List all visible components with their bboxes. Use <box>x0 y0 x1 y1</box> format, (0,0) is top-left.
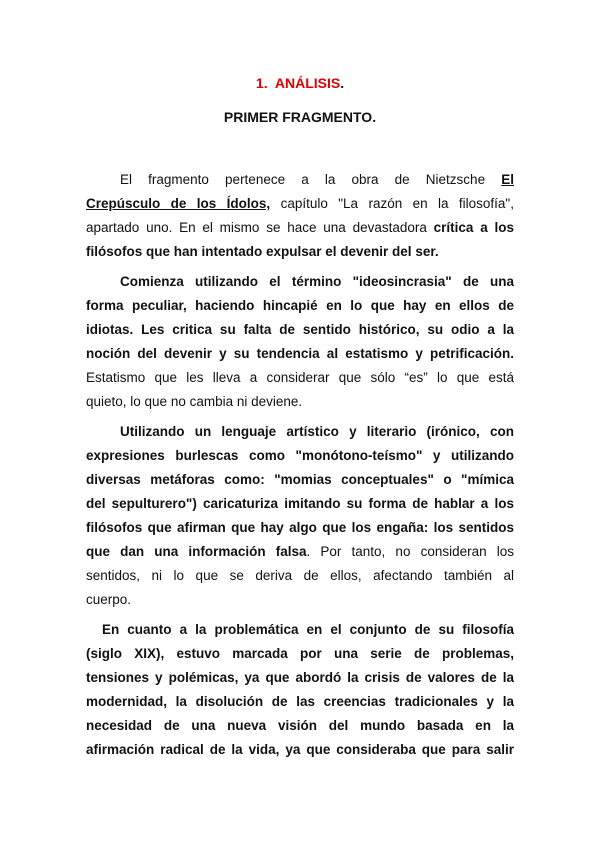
paragraph-2-line-4: noción del devenir y su tendencia al estatismo y petrificación. <box>86 346 514 361</box>
paragraph-2-line-3: idiotas. Les critica su falta de sentido histórico, su odio a la <box>86 322 514 337</box>
section-title-period: . <box>340 75 345 91</box>
paragraph-3-line-8: cuerpo. <box>86 592 132 607</box>
section-number: 1. <box>255 75 268 91</box>
paragraph-3-line-4: del sepulturero") caricaturiza imitando su forma de hablar a los <box>86 496 514 511</box>
paragraph-2-line-5: Estatismo que les lleva a considerar que sólo “es” lo que está <box>86 370 514 385</box>
paragraph-1-line-1: El fragmento pertenece a la obra de Nietzsche El <box>120 172 514 187</box>
paragraph-4-line-4: modernidad, la disolución de las creencias tradicionales y la <box>86 694 514 709</box>
book-title-end: Crepúsculo de los Ídolos, <box>86 196 271 211</box>
paragraph-3-line-7: sentidos, ni lo que se deriva de ellos, afectando también al <box>86 568 514 583</box>
paragraph-2-line-2: forma peculiar, haciendo hincapié en lo que hay en ellos de <box>86 298 514 313</box>
paragraph-3-line-5: filósofos que afirman que hay algo que los engaña: los sentidos <box>86 520 514 535</box>
section-heading <box>0 74 600 92</box>
paragraph-1-line-4: filósofos que han intentado expulsar el devenir del ser. <box>86 244 439 259</box>
paragraph-4-line-3: tensiones y polémicas, ya que abordó la crisis de valores de la <box>86 670 514 685</box>
section-title: ANÁLISIS <box>274 75 341 91</box>
fragment-heading: PRIMER FRAGMENTO. <box>223 109 377 125</box>
paragraph-3-line-2: expresiones burlescas como "monótono-teísmo" y utilizando <box>86 448 514 463</box>
paragraph-4-line-6: afirmación radical de la vida, ya que consideraba que para salir <box>86 742 514 757</box>
paragraph-4-line-2: (siglo XIX), estuvo marcada por una serie de problemas, <box>86 646 514 661</box>
paragraph-1-line-2: Crepúsculo de los Ídolos, capítulo "La razón en la filosofía", <box>86 196 514 211</box>
paragraph-3-line-1: Utilizando un lenguaje artístico y literario (irónico, con <box>120 424 514 439</box>
paragraph-4-line-5: necesidad de una nueva visión del mundo basada en la <box>86 718 514 733</box>
paragraph-3-line-6: que dan una información falsa. Por tanto, no consideran los <box>86 544 514 559</box>
book-title-start: El <box>501 172 514 187</box>
paragraph-4-line-1: En cuanto a la problemática en el conjunto de su filosofía <box>102 622 514 637</box>
paragraph-2-line-6: quieto, lo que no cambia ni deviene. <box>86 394 303 409</box>
paragraph-2-line-1: Comienza utilizando el término "ideosincrasia" de una <box>120 274 514 289</box>
paragraph-1-line-3: apartado uno. En el mismo se hace una devastadora crítica a los <box>86 220 514 235</box>
paragraph-3-line-3: diversas metáforas como: "momias conceptuales" o "mímica <box>86 472 514 487</box>
